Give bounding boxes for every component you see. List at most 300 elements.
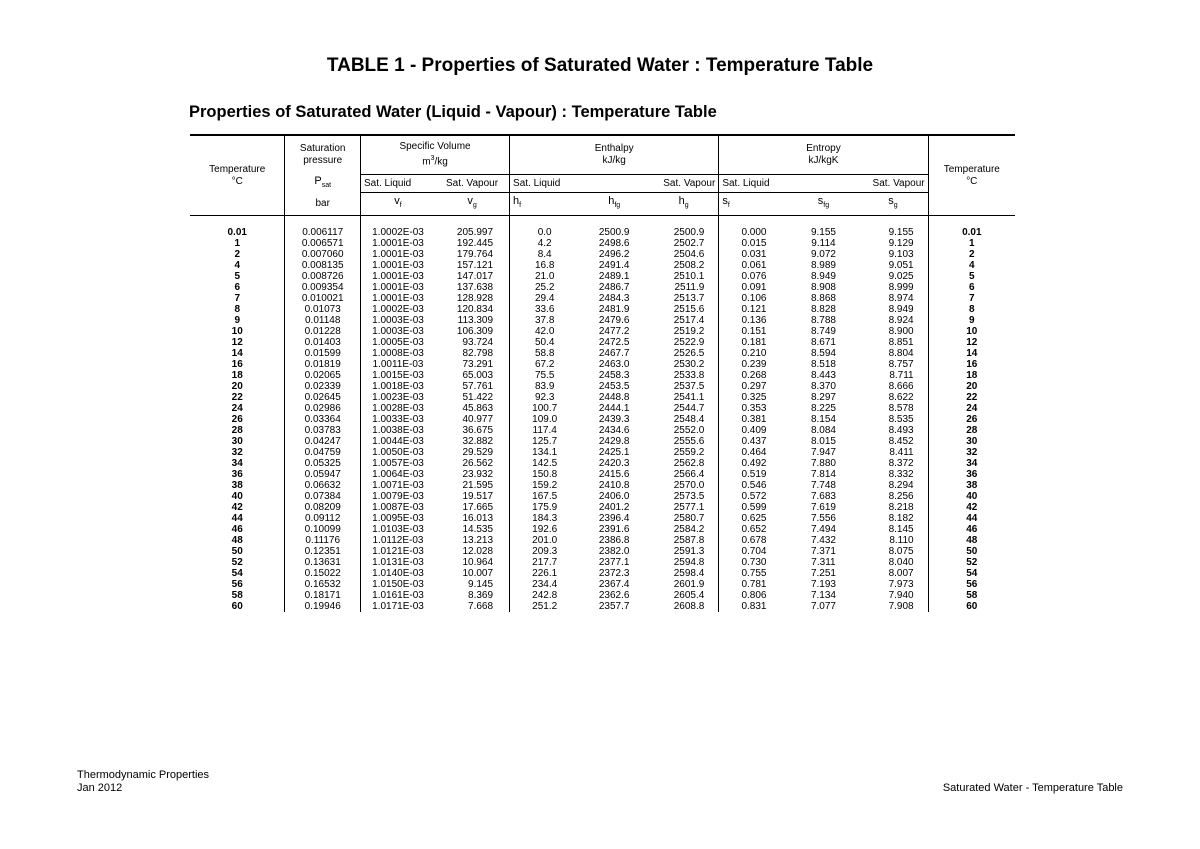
vg-cell: 8.369 (468, 590, 494, 601)
hf-cell: 50.4 (510, 337, 580, 348)
table-row (190, 381, 1015, 392)
temperature-cell: 22 (231, 392, 243, 403)
p-sat-cell: 0.008726 (285, 271, 361, 282)
sg-cell: 8.145 (888, 524, 914, 535)
vf-cell: 1.0018E-03 (360, 381, 435, 392)
sg-cell: 9.129 (888, 238, 914, 249)
sf-cell: 0.181 (719, 337, 789, 348)
hfg-cell: 2377.1 (598, 557, 630, 568)
p-sat-cell: 0.13631 (285, 557, 361, 568)
footer-date: Jan 2012 (77, 782, 123, 794)
temperature-cell: 9 (234, 315, 240, 326)
vg-cell: 120.834 (456, 304, 494, 315)
hfg-cell: 2401.2 (598, 502, 630, 513)
temperature-cell: 44 (231, 513, 243, 524)
vg-cell: 7.668 (468, 601, 494, 612)
sg-cell: 9.155 (888, 227, 914, 238)
hg-cell: 2508.2 (673, 260, 705, 271)
sf-cell: 0.061 (719, 260, 789, 271)
temperature-label-right: Temperature (943, 163, 1000, 175)
p-sat-cell: 0.007060 (285, 249, 361, 260)
vg-cell: 147.017 (456, 271, 494, 282)
temperature-cell: 36 (231, 469, 243, 480)
vg-cell: 26.562 (462, 458, 494, 469)
table-body (190, 216, 1015, 613)
vf-cell: 1.0057E-03 (360, 458, 435, 469)
sg-cell: 8.622 (888, 392, 914, 403)
hg-cell: 2559.2 (673, 447, 705, 458)
hf-cell: 83.9 (510, 381, 580, 392)
vg-cell: 51.422 (462, 392, 494, 403)
p-sat-cell: 0.008135 (285, 260, 361, 271)
vf-cell: 1.0001E-03 (360, 293, 435, 304)
table-row (190, 513, 1015, 524)
table-row (190, 260, 1015, 271)
hg-cell: 2504.6 (673, 249, 705, 260)
temperature-cell-right: 34 (928, 458, 1015, 469)
sfg-cell: 7.947 (810, 447, 836, 458)
sfg-cell: 8.594 (810, 348, 836, 359)
vg-cell: 113.309 (457, 315, 494, 326)
sg-cell: 7.940 (888, 590, 914, 601)
temperature-cell: 4 (234, 260, 240, 271)
vf-cell: 1.0001E-03 (360, 238, 435, 249)
sf-symbol: $s_f$ (719, 193, 789, 216)
hg-cell: 2537.5 (673, 381, 705, 392)
sg-cell: 8.007 (888, 568, 914, 579)
temperature-cell-right: 46 (928, 524, 1015, 535)
table-row (190, 535, 1015, 546)
sfg-cell: 8.989 (810, 260, 836, 271)
hfg-cell: 2420.3 (598, 458, 630, 469)
p-sat-cell: 0.10099 (285, 524, 361, 535)
sfg-cell: 8.443 (810, 370, 836, 381)
vf-cell: 1.0033E-03 (360, 414, 435, 425)
sfg-cell: 8.225 (810, 403, 836, 414)
hg-cell: 2570.0 (673, 480, 705, 491)
saturation-pressure-label: Saturation pressure (299, 143, 346, 167)
temperature-cell-right: 6 (928, 282, 1015, 293)
temperature-cell: 30 (231, 436, 243, 447)
vf-cell: 1.0008E-03 (360, 348, 435, 359)
temperature-cell: 56 (231, 579, 243, 590)
hg-cell: 2510.1 (673, 271, 705, 282)
sg-cell: 8.110 (889, 535, 914, 546)
p-sat-cell: 0.01403 (285, 337, 361, 348)
sg-cell: 8.256 (888, 491, 914, 502)
vg-cell: 23.932 (462, 469, 494, 480)
vf-cell: 1.0150E-03 (360, 579, 435, 590)
table-row (190, 238, 1015, 249)
temperature-cell: 8 (234, 304, 240, 315)
p-sat-cell: 0.15022 (285, 568, 361, 579)
sg-cell: 8.182 (888, 513, 914, 524)
hg-cell: 2598.4 (673, 568, 705, 579)
hfg-cell: 2448.8 (598, 392, 630, 403)
sfg-cell: 7.619 (810, 502, 836, 513)
sg-cell: 9.025 (888, 271, 914, 282)
hfg-cell: 2429.8 (598, 436, 630, 447)
sg-cell: 8.535 (888, 414, 914, 425)
table-row (190, 414, 1015, 425)
temperature-cell: 24 (231, 403, 243, 414)
hfg-cell: 2391.6 (598, 524, 630, 535)
temperature-cell-right: 56 (928, 579, 1015, 590)
hg-cell: 2530.2 (673, 359, 705, 370)
sfg-cell: 7.134 (810, 590, 836, 601)
p-sat-cell: 0.006571 (285, 238, 361, 249)
hf-cell: 125.7 (510, 436, 580, 447)
hfg-cell: 2434.6 (598, 425, 630, 436)
sg-cell: 8.924 (888, 315, 914, 326)
vf-cell: 1.0050E-03 (360, 447, 435, 458)
hf-cell: 234.4 (510, 579, 580, 590)
hf-cell: 8.4 (510, 249, 580, 260)
hf-cell: 100.7 (510, 403, 580, 414)
temperature-cell: 50 (231, 546, 243, 557)
hf-cell: 75.5 (510, 370, 580, 381)
vg-cell: 157.121 (456, 260, 494, 271)
hfg-cell: 2367.4 (598, 579, 630, 590)
hfg-cell: 2498.6 (598, 238, 630, 249)
table-row (190, 447, 1015, 458)
p-sat-cell: 0.16532 (285, 579, 361, 590)
hfg-cell: 2463.0 (598, 359, 630, 370)
p-sat-cell: 0.02339 (285, 381, 361, 392)
temperature-cell-right: 12 (928, 337, 1015, 348)
hg-cell: 2601.9 (673, 579, 705, 590)
p-sat-cell: 0.06632 (285, 480, 361, 491)
vf-cell: 1.0002E-03 (360, 227, 435, 238)
table-row (190, 557, 1015, 568)
temperature-cell: 20 (231, 381, 243, 392)
vf-cell: 1.0140E-03 (360, 568, 435, 579)
sf-cell: 0.409 (719, 425, 789, 436)
hfg-cell: 2453.5 (598, 381, 630, 392)
spacer-row (190, 216, 1015, 228)
sf-cell: 0.091 (719, 282, 789, 293)
p-sat-cell: 0.02986 (285, 403, 361, 414)
p-sat-cell: 0.08209 (285, 502, 361, 513)
temperature-cell: 16 (231, 359, 243, 370)
temperature-cell-right: 16 (928, 359, 1015, 370)
p-sat-cell: 0.07384 (285, 491, 361, 502)
table-row (190, 458, 1015, 469)
sfg-cell: 8.908 (810, 282, 836, 293)
sg-cell: 8.452 (888, 436, 914, 447)
hf-cell: 29.4 (510, 293, 580, 304)
vg-cell: 205.997 (456, 227, 494, 238)
sfg-cell: 7.494 (810, 524, 836, 535)
hg-cell: 2577.1 (673, 502, 705, 513)
hg-cell: 2522.9 (673, 337, 705, 348)
sg-cell: 8.757 (888, 359, 914, 370)
sf-cell: 0.381 (719, 414, 789, 425)
vf-cell: 1.0002E-03 (360, 304, 435, 315)
vf-cell: 1.0044E-03 (360, 436, 435, 447)
table-row (190, 370, 1015, 381)
temperature-cell-right: 60 (928, 601, 1015, 612)
hg-cell: 2526.5 (673, 348, 705, 359)
vf-cell: 1.0005E-03 (360, 337, 435, 348)
temperature-cell: 0.01 (227, 227, 247, 238)
temperature-cell-right: 7 (928, 293, 1015, 304)
hg-cell: 2544.7 (673, 403, 705, 414)
table-row (190, 348, 1015, 359)
hfg-cell: 2415.6 (598, 469, 630, 480)
sfg-cell: 9.155 (810, 227, 836, 238)
table-row (190, 480, 1015, 491)
sfg-cell: 8.370 (810, 381, 836, 392)
vf-cell: 1.0028E-03 (360, 403, 435, 414)
sfg-cell: 8.749 (810, 326, 836, 337)
temperature-cell: 54 (231, 568, 243, 579)
enthalpy-unit: kJ/kg (602, 155, 626, 166)
hfg-cell: 2477.2 (598, 326, 630, 337)
footer-section-title: Saturated Water - Temperature Table (942, 782, 1123, 794)
vf-symbol: $v_f$ (360, 193, 435, 216)
sg-cell: 8.294 (888, 480, 914, 491)
sf-cell: 0.031 (719, 249, 789, 260)
sf-cell: 0.239 (719, 359, 789, 370)
temperature-cell: 12 (231, 337, 243, 348)
table-row (190, 469, 1015, 480)
enthalpy-header (510, 135, 719, 175)
sg-cell: 8.851 (888, 337, 914, 348)
hf-cell: 150.8 (510, 469, 580, 480)
sfg-cell: 8.671 (810, 337, 836, 348)
hfg-cell: 2425.1 (598, 447, 630, 458)
sf-cell: 0.806 (719, 590, 789, 601)
hf-cell: 16.8 (510, 260, 580, 271)
temperature-cell-right: 52 (928, 557, 1015, 568)
sg-cell: 8.493 (888, 425, 914, 436)
temperature-cell-right: 26 (928, 414, 1015, 425)
sfg-cell: 7.432 (810, 535, 836, 546)
hg-cell: 2605.4 (673, 590, 705, 601)
table-row (190, 293, 1015, 304)
p-sat-cell: 0.19946 (285, 601, 361, 612)
hfg-cell: 2357.7 (598, 601, 630, 612)
hfg-cell: 2406.0 (598, 491, 630, 502)
temperature-cell-right: 42 (928, 502, 1015, 513)
vf-cell: 1.0064E-03 (360, 469, 435, 480)
hf-cell: 217.7 (510, 557, 580, 568)
vg-cell: 19.517 (462, 491, 494, 502)
temperature-cell-right: 32 (928, 447, 1015, 458)
sf-cell: 0.268 (719, 370, 789, 381)
sf-cell: 0.704 (719, 546, 789, 557)
hf-cell: 21.0 (510, 271, 580, 282)
sf-sat-liquid-label: Sat. Liquid (719, 175, 789, 193)
vg-symbol: $v_g$ (435, 193, 510, 216)
sg-cell: 8.218 (888, 502, 914, 513)
hfg-cell: 2467.7 (598, 348, 630, 359)
sf-cell: 0.000 (719, 227, 789, 238)
sf-cell: 0.210 (719, 348, 789, 359)
p-sat-cell: 0.18171 (285, 590, 361, 601)
hg-cell: 2513.7 (673, 293, 705, 304)
hfg-cell: 2444.1 (598, 403, 630, 414)
temperature-cell: 2 (234, 249, 240, 260)
table-row (190, 359, 1015, 370)
sfg-cell: 9.114 (811, 238, 836, 249)
vf-cell: 1.0131E-03 (360, 557, 435, 568)
sfg-blank (789, 175, 859, 193)
vf-cell: 1.0121E-03 (360, 546, 435, 557)
vg-cell: 29.529 (462, 447, 494, 458)
hfg-cell: 2362.6 (598, 590, 630, 601)
table-row (190, 249, 1015, 260)
sf-cell: 0.678 (719, 535, 789, 546)
hg-cell: 2517.4 (673, 315, 705, 326)
temperature-unit-right: °C (966, 175, 978, 187)
hf-symbol: $h_f$ (510, 193, 580, 216)
temperature-cell-right: 8 (928, 304, 1015, 315)
sf-cell: 0.121 (719, 304, 789, 315)
hfg-cell: 2500.9 (598, 227, 630, 238)
sfg-cell: 8.788 (810, 315, 836, 326)
table-row (190, 546, 1015, 557)
specific-volume-header (360, 135, 509, 175)
sg-cell: 8.949 (888, 304, 914, 315)
vg-cell: 21.595 (462, 480, 494, 491)
sf-cell: 0.492 (719, 458, 789, 469)
sg-cell: 9.103 (888, 249, 914, 260)
hf-cell: 159.2 (510, 480, 580, 491)
temperature-cell: 10 (231, 326, 243, 337)
temperature-cell: 42 (231, 502, 243, 513)
sf-cell: 0.572 (719, 491, 789, 502)
p-sat-cell: 0.01073 (285, 304, 361, 315)
p-sat-cell: 0.009354 (285, 282, 361, 293)
p-sat-cell: 0.02645 (285, 392, 361, 403)
p-sat-cell: 0.05947 (285, 469, 361, 480)
p-sat-cell: 0.006117 (285, 227, 361, 238)
sfg-cell: 7.683 (810, 491, 836, 502)
enthalpy-label: Enthalpy (594, 143, 634, 154)
sfg-cell: 8.154 (810, 414, 836, 425)
sg-symbol: $s_g$ (858, 193, 928, 216)
saturated-water-table (190, 134, 1015, 612)
hfg-cell: 2479.6 (598, 315, 630, 326)
table-row (190, 315, 1015, 326)
vg-cell: 10.007 (462, 568, 494, 579)
saturation-pressure-header (285, 135, 361, 175)
hg-cell: 2562.8 (673, 458, 705, 469)
sfg-cell: 8.297 (810, 392, 836, 403)
temperature-cell-right: 2 (928, 249, 1015, 260)
hf-cell: 209.3 (510, 546, 580, 557)
vf-cell: 1.0112E-03 (360, 535, 435, 546)
temperature-cell: 28 (231, 425, 243, 436)
hf-cell: 242.8 (510, 590, 580, 601)
vg-cell: 137.638 (456, 282, 494, 293)
hfg-cell: 2396.4 (598, 513, 630, 524)
sfg-cell: 7.077 (810, 601, 836, 612)
p-sat-cell: 0.04247 (285, 436, 361, 447)
sf-cell: 0.106 (719, 293, 789, 304)
page-title: TABLE 1 - Properties of Saturated Water : Temperature Table (326, 55, 874, 76)
hfg-cell: 2410.8 (598, 480, 630, 491)
table-row (190, 568, 1015, 579)
sg-cell: 7.973 (888, 579, 914, 590)
table-row (190, 491, 1015, 502)
temperature-cell-right: 44 (928, 513, 1015, 524)
temperature-cell-right: 36 (928, 469, 1015, 480)
vg-cell: 45.863 (462, 403, 494, 414)
sfg-cell: 7.371 (810, 546, 836, 557)
hg-cell: 2608.8 (673, 601, 705, 612)
vg-cell: 93.724 (462, 337, 494, 348)
sfg-cell: 8.949 (810, 271, 836, 282)
vf-cell: 1.0079E-03 (360, 491, 435, 502)
p-sat-cell: 0.01599 (285, 348, 361, 359)
hfg-cell: 2372.3 (598, 568, 630, 579)
vf-cell: 1.0003E-03 (360, 326, 435, 337)
sg-cell: 8.900 (888, 326, 914, 337)
sf-cell: 0.076 (719, 271, 789, 282)
sfg-cell: 8.828 (810, 304, 836, 315)
hfg-cell: 2496.2 (598, 249, 630, 260)
vf-cell: 1.0171E-03 (360, 601, 435, 612)
sf-cell: 0.464 (719, 447, 789, 458)
temperature-cell: 60 (231, 601, 243, 612)
p-sat-symbol: $P_{sat}$ (285, 175, 361, 193)
vg-cell: 14.535 (462, 524, 494, 535)
entropy-header (719, 135, 928, 175)
table-subtitle: Properties of Saturated Water (Liquid - Vapour) : Temperature Table (189, 103, 717, 121)
table-row (190, 403, 1015, 414)
sf-cell: 0.015 (719, 238, 789, 249)
sf-cell: 0.353 (719, 403, 789, 414)
table-row (190, 502, 1015, 513)
hf-cell: 42.0 (510, 326, 580, 337)
temperature-cell-right: 30 (928, 436, 1015, 447)
hf-cell: 33.6 (510, 304, 580, 315)
sfg-cell: 9.072 (810, 249, 836, 260)
table-header (190, 135, 1015, 216)
sf-cell: 0.599 (719, 502, 789, 513)
hf-cell: 226.1 (510, 568, 580, 579)
p-sat-cell: 0.03364 (285, 414, 361, 425)
hf-cell: 92.3 (510, 392, 580, 403)
temperature-cell: 38 (231, 480, 243, 491)
sf-cell: 0.437 (719, 436, 789, 447)
temperature-cell-right: 18 (928, 370, 1015, 381)
sg-cell: 7.908 (888, 601, 914, 612)
vf-cell: 1.0001E-03 (360, 260, 435, 271)
hfg-cell: 2458.3 (598, 370, 630, 381)
p-sat-cell: 0.11176 (285, 535, 361, 546)
hf-sat-liquid-label: Sat. Liquid (510, 175, 580, 193)
vg-cell: 106.309 (456, 326, 494, 337)
hf-cell: 192.6 (510, 524, 580, 535)
hfg-cell: 2386.8 (598, 535, 630, 546)
vg-cell: 128.928 (456, 293, 494, 304)
hg-cell: 2555.6 (673, 436, 705, 447)
footer-document-title: Thermodynamic Properties (77, 769, 210, 781)
sf-cell: 0.519 (719, 469, 789, 480)
hg-cell: 2591.3 (673, 546, 705, 557)
hg-cell: 2584.2 (673, 524, 705, 535)
hg-symbol: $h_g$ (649, 193, 719, 216)
hg-cell: 2519.2 (673, 326, 705, 337)
vf-cell: 1.0095E-03 (360, 513, 435, 524)
table-row (190, 282, 1015, 293)
temperature-cell-right: 10 (928, 326, 1015, 337)
sfg-cell: 7.251 (810, 568, 836, 579)
